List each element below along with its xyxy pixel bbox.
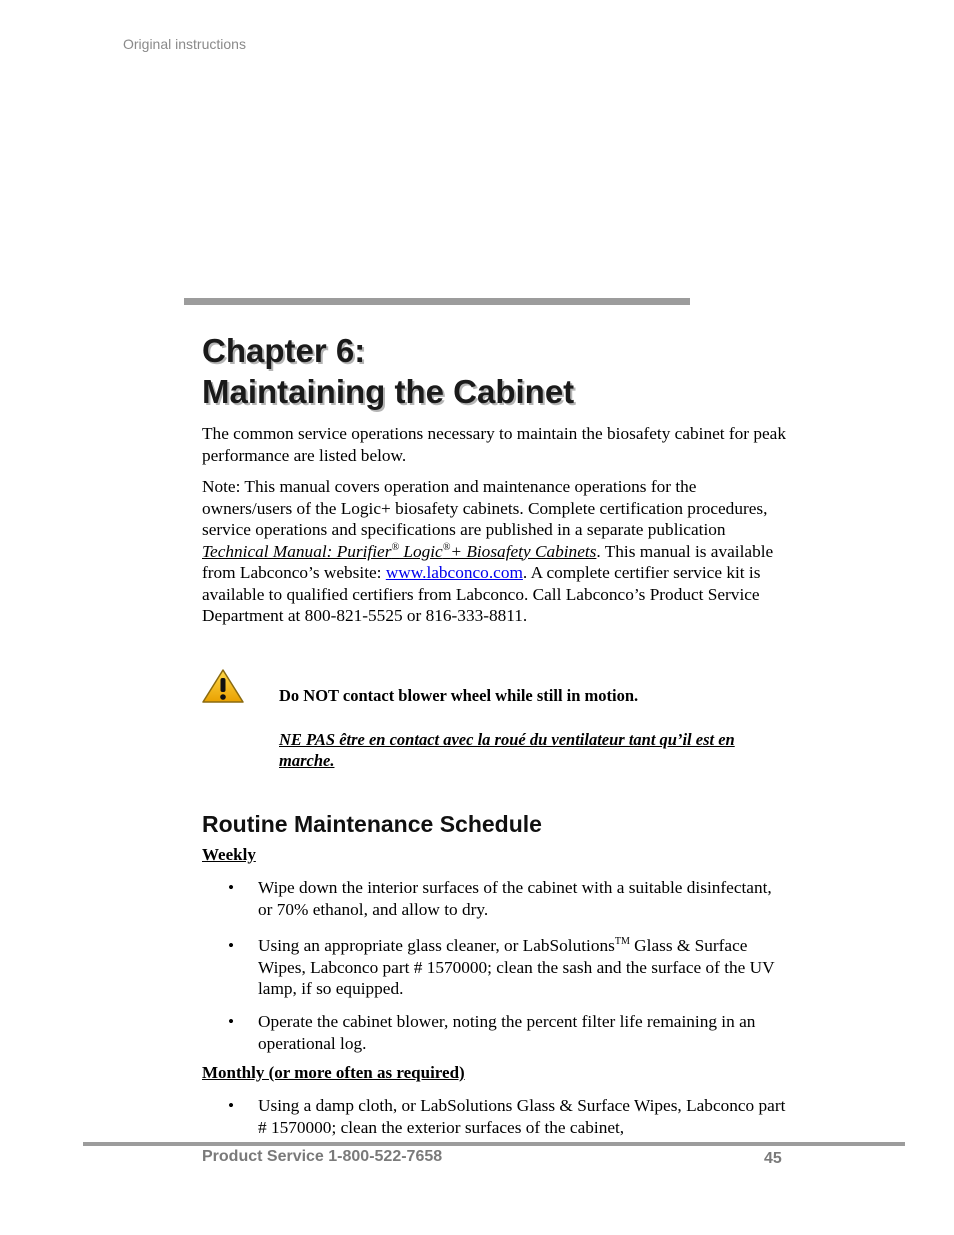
labconco-website-link[interactable]: www.labconco.com — [385, 563, 523, 582]
warning-english: Do NOT contact blower wheel while still in motion. — [279, 686, 639, 705]
bullet-icon: • — [228, 1012, 235, 1031]
monthly-heading: Monthly (or more often as required) — [202, 1063, 465, 1082]
bullet-icon: • — [228, 1096, 235, 1115]
note-text-2: . This manual is available from Labconco’s website: — [202, 541, 774, 582]
footer-rule — [83, 1142, 905, 1146]
chapter-title — [202, 330, 574, 412]
note-paragraph — [202, 476, 787, 627]
bullet-icon: • — [228, 878, 235, 897]
publication-title: Technical Manual: Purifier® Logic®+ Biosafety Cabinets — [202, 541, 597, 561]
note-text-1: Note: This manual covers operation and maintenance operations for the owners/users of the Logic+ biosafety cabinets. Complete certification procedures, service operations and specifications are published in a separate publication — [202, 477, 768, 539]
chapter-name: Maintaining the Cabinet — [202, 373, 575, 410]
note-text-3: . A complete certifier service kit is available to qualified certifiers from Labconco. Call Labconco’s Product Service Department at 800-821-5525 or 816-333-8811. — [202, 563, 761, 625]
warning-triangle-icon — [201, 668, 245, 704]
page-number: 45 — [764, 1150, 782, 1167]
footer-product-service: Product Service 1-800-522-7658 — [202, 1148, 443, 1165]
chapter-top-rule — [184, 298, 690, 305]
bullet-icon: • — [228, 936, 235, 955]
chapter-number: Chapter 6: — [202, 332, 366, 369]
header-note: Original instructions — [123, 36, 246, 52]
weekly-heading: Weekly — [202, 845, 256, 864]
warning-french: NE PAS être en contact avec la roué du ventilateur tant qu’il est en marche. — [279, 730, 735, 770]
intro-paragraph: The common service operations necessary to maintain the biosafety cabinet for peak performance are listed below. — [202, 424, 786, 465]
section-heading: Routine Maintenance Schedule — [202, 811, 542, 837]
